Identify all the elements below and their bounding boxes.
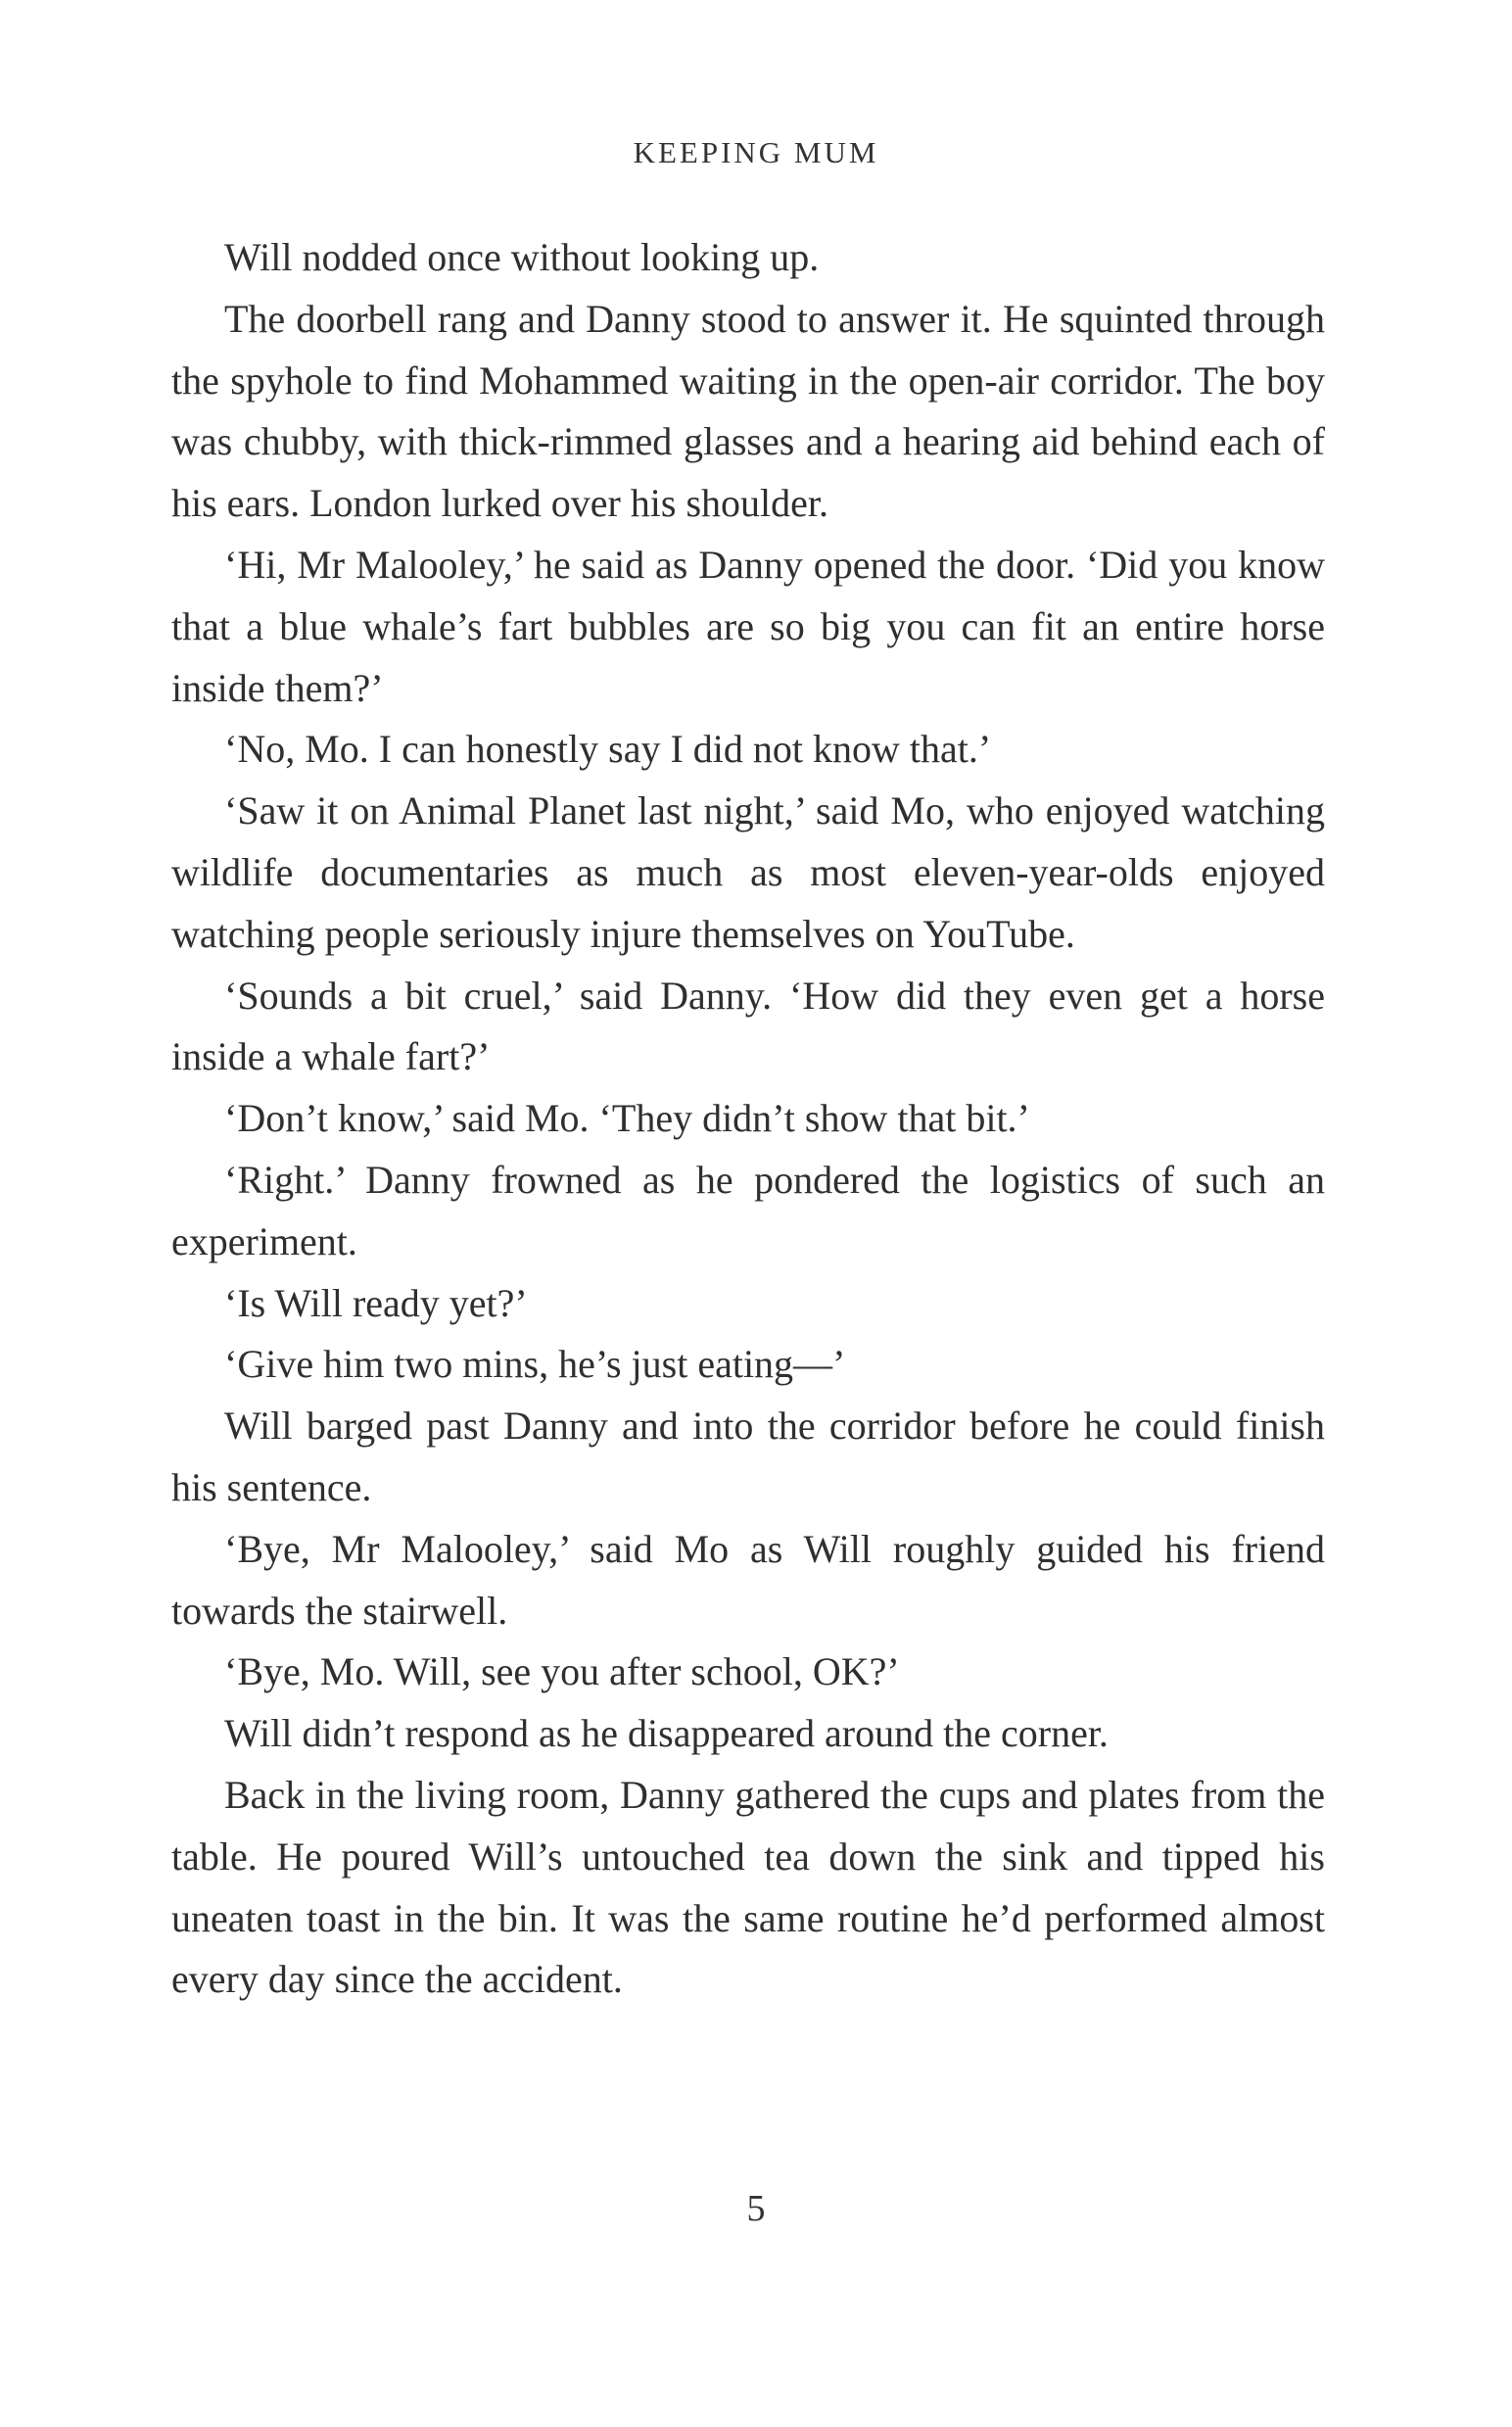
paragraph: The doorbell rang and Danny stood to answer it. He squinted through the spyhole to find Mohammed waiting in the open-air corridor. The boy was chubby, with thick-rimmed glasses and a hearing aid behind each of his ears. London lurked over his shoulder. <box>171 296 1325 526</box>
paragraph: Will barged past Danny and into the corridor before he could finish his sentence. <box>171 1404 1325 1509</box>
body-text <box>171 227 1325 2011</box>
running-head: KEEPING MUM <box>633 135 879 169</box>
paragraph: ‘Bye, Mr Malooley,’ said Mo as Will roughly guided his friend towards the stairwell. <box>171 1526 1325 1633</box>
paragraph: ‘Give him two mins, he’s just eating—’ <box>224 1342 846 1387</box>
paragraph: ‘Sounds a bit cruel,’ said Danny. ‘How did they even get a horse inside a whale fart?’ <box>171 973 1325 1079</box>
paragraph: Will didn’t respond as he disappeared around the corner. <box>224 1711 1109 1756</box>
paragraph: ‘No, Mo. I can honestly say I did not know that.’ <box>224 727 992 772</box>
paragraph: ‘Don’t know,’ said Mo. ‘They didn’t show that bit.’ <box>224 1096 1030 1141</box>
paragraph: Will nodded once without looking up. <box>224 235 820 279</box>
page-number: 5 <box>746 2188 766 2229</box>
paragraph: ‘Is Will ready yet?’ <box>224 1280 528 1325</box>
paragraph: Back in the living room, Danny gathered the cups and plates from the table. He poured Will’s untouched tea down the sink and tipped his uneaten toast in the bin. It was the same routine he’d performed almost every day since the accident. <box>171 1772 1325 2002</box>
paragraph: ‘Saw it on Animal Planet last night,’ said Mo, who enjoyed watching wildlife documentaries as much as most eleven-year-olds enjoyed watching people seriously injure themselves on YouTube. <box>171 788 1325 956</box>
paragraph: ‘Right.’ Danny frowned as he pondered the logistics of such an experiment. <box>171 1157 1325 1263</box>
paragraph: ‘Bye, Mo. Will, see you after school, OK?’ <box>224 1649 900 1694</box>
paragraph: ‘Hi, Mr Malooley,’ he said as Danny opened the door. ‘Did you know that a blue whale’s fart bubbles are so big you can fit an entire horse inside them?’ <box>171 542 1325 710</box>
